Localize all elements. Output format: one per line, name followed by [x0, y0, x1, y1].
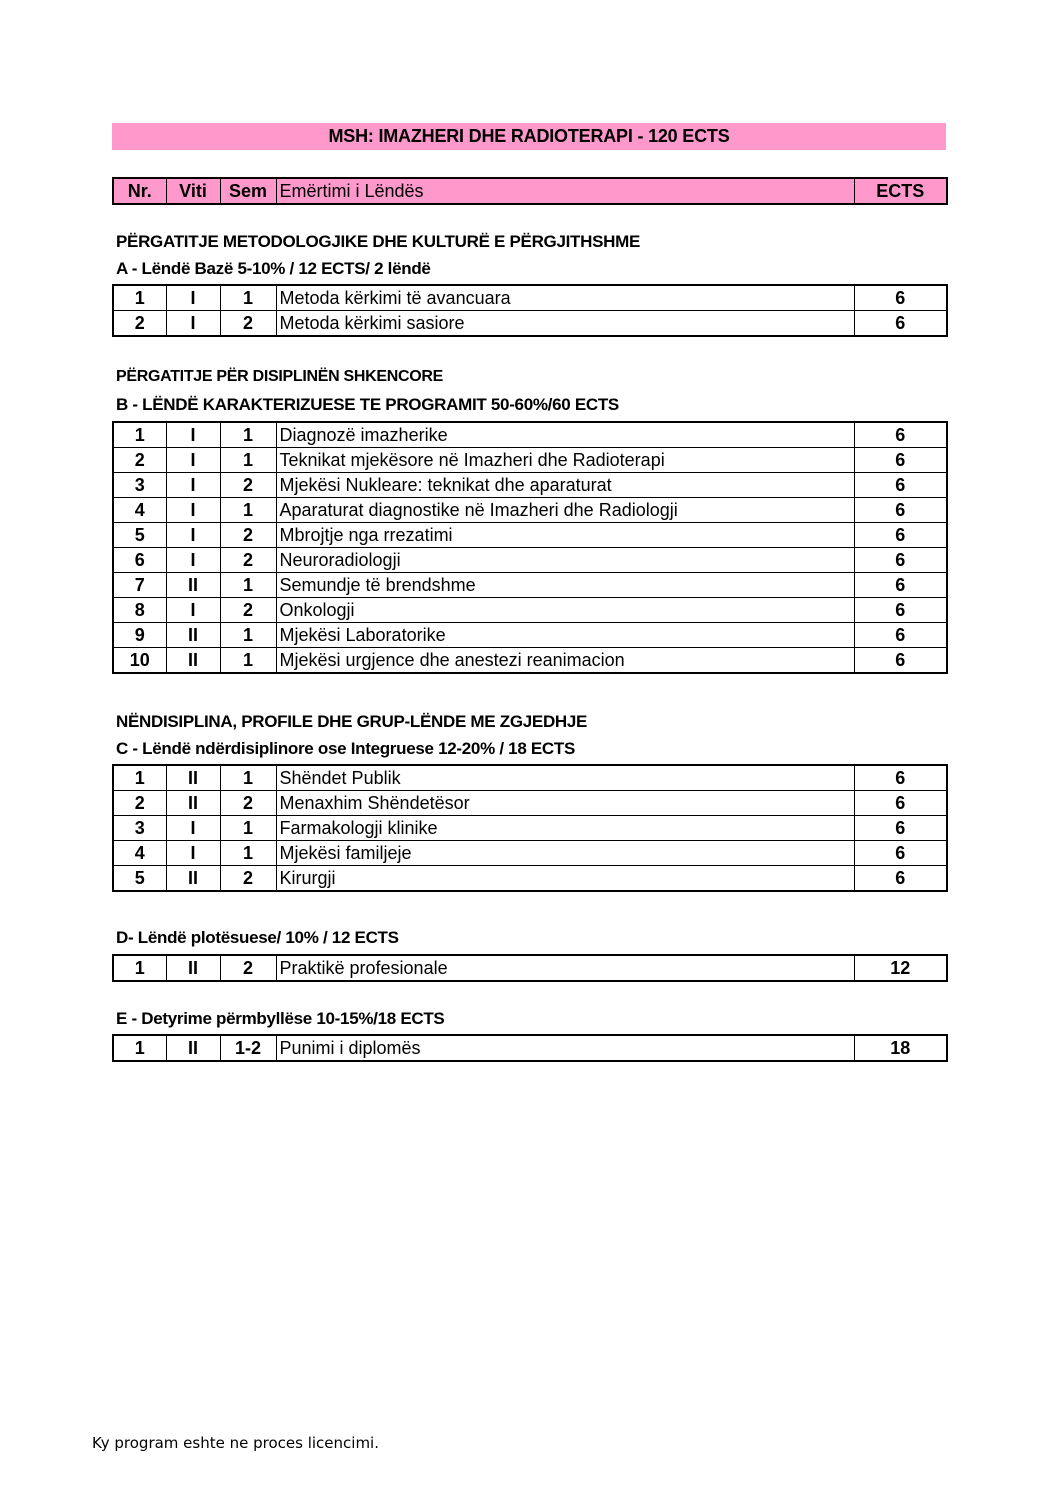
row-ects: 6 — [854, 548, 947, 573]
program-title: MSH: IMAZHERI DHE RADIOTERAPI - 120 ECTS — [112, 123, 946, 150]
row-year: I — [166, 816, 220, 841]
row-course-name: Neuroradiologji — [276, 548, 854, 573]
row-number: 5 — [113, 523, 166, 548]
row-number: 1 — [113, 955, 166, 981]
course-row — [113, 311, 947, 337]
header-viti: Viti — [166, 178, 220, 204]
course-row — [113, 866, 947, 892]
row-course-name: Farmakologji klinike — [276, 816, 854, 841]
row-course-name: Aparaturat diagnostike në Imazheri dhe Radiologji — [276, 498, 854, 523]
row-course-name: Praktikë profesionale — [276, 955, 854, 981]
row-number: 2 — [113, 448, 166, 473]
row-semester: 2 — [220, 311, 276, 337]
row-year: II — [166, 765, 220, 791]
row-ects: 6 — [854, 573, 947, 598]
row-semester: 2 — [220, 866, 276, 892]
row-year: I — [166, 285, 220, 311]
header-sem: Sem — [220, 178, 276, 204]
row-semester: 1-2 — [220, 1035, 276, 1061]
subheading-d: D- Lëndë plotësuese/ 10% / 12 ECTS — [116, 928, 399, 947]
row-number: 4 — [113, 498, 166, 523]
subheading-e: E - Detyrime përmbyllëse 10-15%/18 ECTS — [116, 1009, 445, 1028]
subheading-b: B - LËNDË KARAKTERIZUESE TE PROGRAMIT 50-60%/60 ECTS — [116, 395, 619, 414]
row-year: II — [166, 791, 220, 816]
row-course-name: Metoda kërkimi të avancuara — [276, 285, 854, 311]
row-semester: 2 — [220, 598, 276, 623]
row-course-name: Diagnozë imazherike — [276, 422, 854, 448]
row-year: I — [166, 498, 220, 523]
row-semester: 2 — [220, 473, 276, 498]
course-row — [113, 548, 947, 573]
row-ects: 6 — [854, 311, 947, 337]
row-course-name: Semundje të brendshme — [276, 573, 854, 598]
course-row — [113, 573, 947, 598]
course-row — [113, 523, 947, 548]
header-ects: ECTS — [854, 178, 947, 204]
row-course-name: Mjekësi Laboratorike — [276, 623, 854, 648]
row-semester: 1 — [220, 765, 276, 791]
row-year: II — [166, 623, 220, 648]
row-ects: 6 — [854, 765, 947, 791]
row-semester: 1 — [220, 498, 276, 523]
table-group-c — [112, 764, 948, 892]
course-row — [113, 473, 947, 498]
course-row — [113, 448, 947, 473]
row-ects: 6 — [854, 623, 947, 648]
course-row — [113, 1035, 947, 1061]
row-semester: 2 — [220, 548, 276, 573]
row-year: II — [166, 648, 220, 674]
row-ects: 6 — [854, 598, 947, 623]
row-ects: 6 — [854, 498, 947, 523]
row-year: I — [166, 311, 220, 337]
section-heading-a: PËRGATITJE METODOLOGJIKE DHE KULTURË E PËRGJITHSHME — [116, 232, 641, 251]
course-row — [113, 498, 947, 523]
row-number: 1 — [113, 422, 166, 448]
row-ects: 6 — [854, 285, 947, 311]
row-ects: 6 — [854, 523, 947, 548]
course-row — [113, 598, 947, 623]
row-number: 7 — [113, 573, 166, 598]
row-ects: 6 — [854, 648, 947, 674]
header-course-name: Emërtimi i Lëndës — [276, 178, 854, 204]
row-ects: 6 — [854, 473, 947, 498]
row-year: II — [166, 955, 220, 981]
row-course-name: Mbrojtje nga rrezatimi — [276, 523, 854, 548]
row-course-name: Teknikat mjekësore në Imazheri dhe Radioterapi — [276, 448, 854, 473]
row-number: 1 — [113, 1035, 166, 1061]
row-semester: 1 — [220, 448, 276, 473]
row-semester: 1 — [220, 422, 276, 448]
row-year: II — [166, 573, 220, 598]
row-ects: 6 — [854, 841, 947, 866]
row-year: I — [166, 598, 220, 623]
row-ects: 6 — [854, 422, 947, 448]
row-semester: 2 — [220, 523, 276, 548]
table-group-d — [112, 954, 948, 982]
row-semester: 1 — [220, 623, 276, 648]
row-course-name: Mjekësi familjeje — [276, 841, 854, 866]
course-row — [113, 816, 947, 841]
course-row — [113, 422, 947, 448]
row-semester: 1 — [220, 648, 276, 674]
row-course-name: Onkologji — [276, 598, 854, 623]
row-number: 8 — [113, 598, 166, 623]
column-header-table — [112, 177, 948, 205]
course-row — [113, 648, 947, 674]
column-header-row — [113, 178, 947, 204]
course-row — [113, 285, 947, 311]
row-year: I — [166, 422, 220, 448]
table-group-b — [112, 421, 948, 674]
table-group-e — [112, 1034, 948, 1062]
course-row — [113, 841, 947, 866]
course-row — [113, 765, 947, 791]
row-course-name: Shëndet Publik — [276, 765, 854, 791]
row-course-name: Metoda kërkimi sasiore — [276, 311, 854, 337]
row-year: I — [166, 448, 220, 473]
row-semester: 1 — [220, 841, 276, 866]
row-course-name: Menaxhim Shëndetësor — [276, 791, 854, 816]
course-row — [113, 955, 947, 981]
row-year: I — [166, 523, 220, 548]
row-semester: 2 — [220, 791, 276, 816]
row-course-name: Mjekësi urgjence dhe anestezi reanimacion — [276, 648, 854, 674]
row-year: II — [166, 1035, 220, 1061]
section-heading-c: NËNDISIPLINA, PROFILE DHE GRUP-LËNDE ME ZGJEDHJE — [116, 712, 588, 731]
row-ects: 6 — [854, 448, 947, 473]
row-year: I — [166, 473, 220, 498]
row-course-name: Mjekësi Nukleare: teknikat dhe aparaturat — [276, 473, 854, 498]
row-number: 9 — [113, 623, 166, 648]
subheading-c: C - Lëndë ndërdisiplinore ose Integruese 12-20% / 18 ECTS — [116, 739, 576, 758]
row-semester: 1 — [220, 285, 276, 311]
row-number: 2 — [113, 311, 166, 337]
row-semester: 1 — [220, 816, 276, 841]
row-number: 5 — [113, 866, 166, 892]
row-number: 6 — [113, 548, 166, 573]
table-group-a — [112, 284, 948, 337]
row-ects: 12 — [854, 955, 947, 981]
row-number: 2 — [113, 791, 166, 816]
header-nr: Nr. — [113, 178, 166, 204]
section-heading-b: PËRGATITJE PËR DISIPLINËN SHKENCORE — [116, 368, 444, 385]
row-ects: 6 — [854, 866, 947, 892]
row-year: I — [166, 548, 220, 573]
row-number: 1 — [113, 765, 166, 791]
row-number: 1 — [113, 285, 166, 311]
row-number: 4 — [113, 841, 166, 866]
row-year: II — [166, 866, 220, 892]
footer-note: Ky program eshte ne proces licencimi. — [92, 1434, 379, 1452]
row-ects: 6 — [854, 816, 947, 841]
course-row — [113, 623, 947, 648]
row-number: 3 — [113, 473, 166, 498]
row-year: I — [166, 841, 220, 866]
course-row — [113, 791, 947, 816]
row-ects: 6 — [854, 791, 947, 816]
row-course-name: Punimi i diplomës — [276, 1035, 854, 1061]
row-number: 3 — [113, 816, 166, 841]
row-ects: 18 — [854, 1035, 947, 1061]
row-semester: 2 — [220, 955, 276, 981]
row-number: 10 — [113, 648, 166, 674]
row-course-name: Kirurgji — [276, 866, 854, 892]
subheading-a: A - Lëndë Bazë 5-10% / 12 ECTS/ 2 lëndë — [116, 259, 431, 278]
row-semester: 1 — [220, 573, 276, 598]
